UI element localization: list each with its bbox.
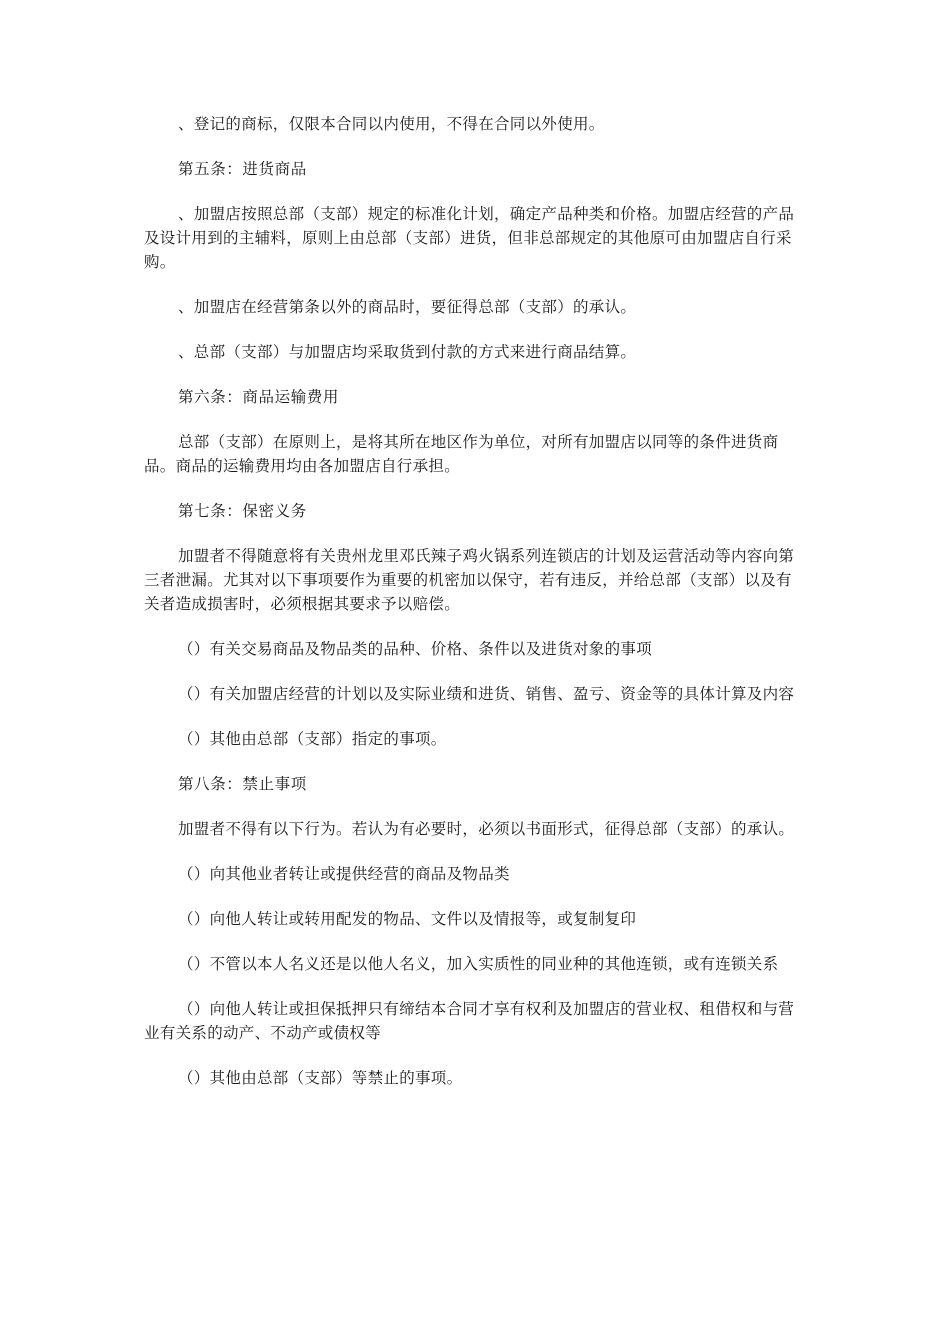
- list-item-prohibit-transfer-goods: （）向其他业者转让或提供经营的商品及物品类: [178, 865, 510, 883]
- list-item-confidential-operations: （）有关加盟店经营的计划以及实际业绩和进货、销售、盈亏、资金等的具体计算及内容: [178, 685, 795, 703]
- paragraph-other-goods: 、加盟店在经营第条以外的商品时，要征得总部（支部）的承认。: [178, 298, 637, 316]
- paragraph-standard-plan: 、加盟店按照总部（支部）规定的标准化计划，确定产品种类和价格。加盟店经营的产品及设计用到的主辅料，原则上由总部（支部）进货，但非总部规定的其他原可由加盟店自行采购。: [144, 205, 795, 271]
- paragraph-settlement: 、总部（支部）与加盟店均采取货到付款的方式来进行商品结算。: [178, 343, 637, 361]
- list-item-confidential-goods: （）有关交易商品及物品类的品种、价格、条件以及进货对象的事项: [178, 640, 653, 658]
- heading-article-8: 第八条：禁止事项: [178, 775, 307, 793]
- heading-article-7: 第七条：保密义务: [178, 502, 307, 520]
- heading-article-6: 第六条：商品运输费用: [178, 388, 340, 406]
- heading-article-5: 第五条：进货商品: [178, 160, 307, 178]
- paragraph-trademark-use: 、登记的商标，仅限本合同以内使用，不得在合同以外使用。: [178, 115, 605, 133]
- list-item-confidential-other: （）其他由总部（支部）指定的事项。: [178, 730, 447, 748]
- list-item-prohibit-other: （）其他由总部（支部）等禁止的事项。: [178, 1069, 463, 1087]
- document-body: [144, 112, 806, 1090]
- list-item-prohibit-pledge-rights: （）向他人转让或担保抵押只有缔结本合同才享有权利及加盟店的营业权、租借权和与营业有关系的动产、不动产或债权等: [144, 1000, 795, 1042]
- list-item-prohibit-other-chains: （）不管以本人名义还是以他人名义，加入实质性的同业种的其他连锁，或有连锁关系: [178, 955, 779, 973]
- list-item-prohibit-transfer-materials: （）向他人转让或转用配发的物品、文件以及情报等，或复制复印: [178, 910, 637, 928]
- paragraph-transport-cost: 总部（支部）在原则上，是将其所在地区作为单位，对所有加盟店以同等的条件进货商品。商品的运输费用均由各加盟店自行承担。: [144, 433, 779, 475]
- paragraph-prohibitions: 加盟者不得有以下行为。若认为有必要时，必须以书面形式，征得总部（支部）的承认。: [178, 820, 795, 838]
- paragraph-confidentiality: 加盟者不得随意将有关贵州龙里邓氏辣子鸡火锅系列连锁店的计划及运营活动等内容向第三者泄漏。尤其对以下事项要作为重要的机密加以保守，若有违反，并给总部（支部）以及有关者造成损害时，必须根据其要求予以赔偿。: [144, 547, 795, 613]
